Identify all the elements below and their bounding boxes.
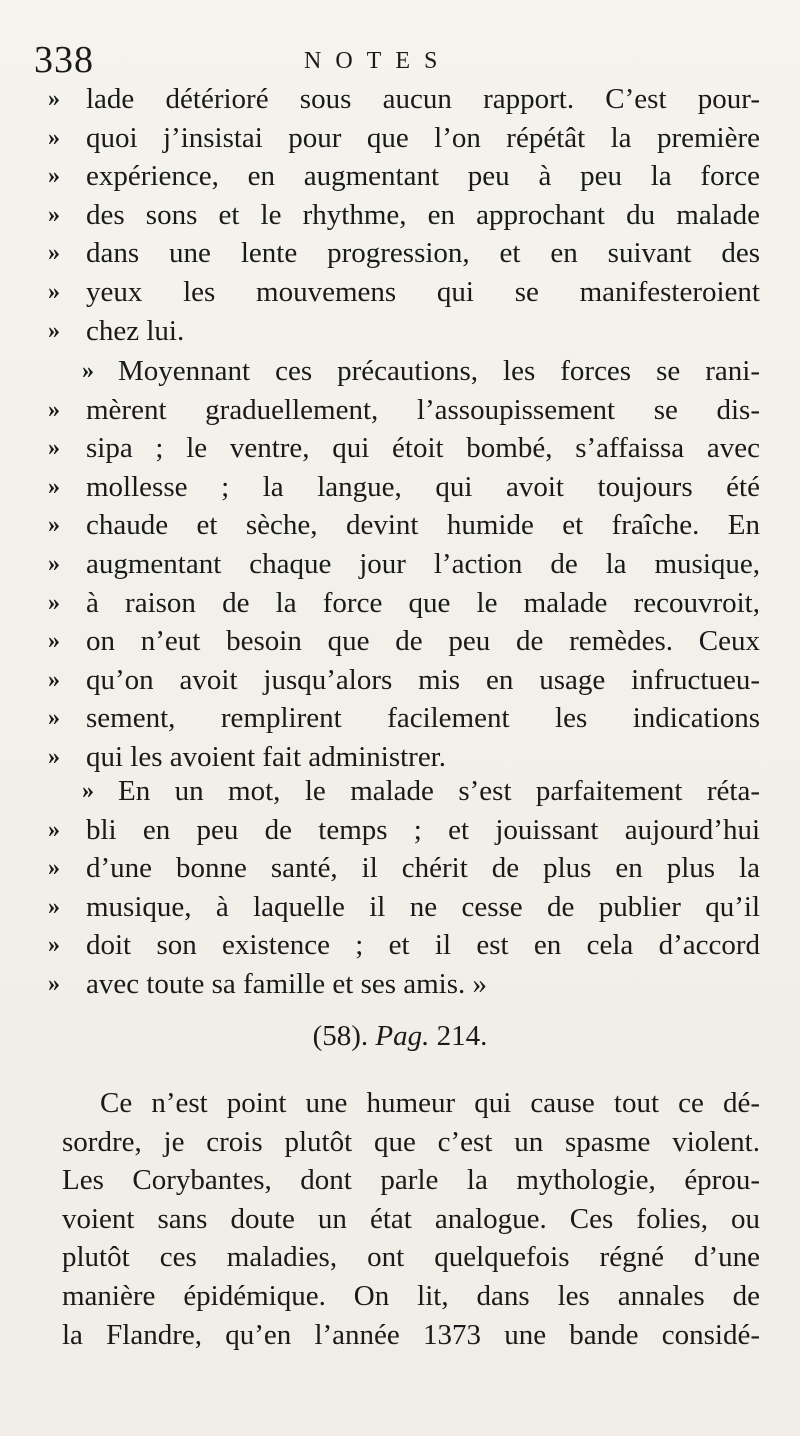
quote-mark: »	[48, 473, 60, 500]
text-line	[0, 273, 800, 311]
line-text: En un mot, le malade s’est parfaitement réta-	[118, 775, 760, 807]
text-line	[0, 468, 800, 506]
text-line	[0, 196, 800, 234]
quote-mark: »	[48, 816, 60, 843]
page-reference-label: Pag.	[375, 1020, 430, 1052]
line-text: d’une bonne santé, il chérit de plus en plus la	[86, 852, 760, 885]
text-line	[0, 312, 800, 350]
page-reference-value: 214.	[436, 1020, 488, 1052]
text-line	[0, 429, 800, 467]
text-line	[0, 234, 800, 272]
quote-mark: »	[48, 240, 60, 267]
line-text: yeux les mouvemens qui se manifesteroient	[86, 276, 760, 308]
quote-mark: »	[48, 628, 60, 655]
text-line	[0, 888, 800, 926]
page-number: 338	[34, 39, 94, 81]
line-text: Moyennant ces précautions, les forces se rani-	[118, 355, 760, 387]
line-text: avec toute sa famille et ses amis. »	[86, 968, 488, 1000]
text-line	[0, 699, 800, 737]
quote-mark: »	[48, 279, 60, 305]
quote-mark: »	[82, 778, 94, 804]
line-text: expérience, en augmentant peu à peu la force	[86, 160, 760, 193]
line-text: doit son existence ; et il est en cela d’accord	[86, 929, 760, 962]
line-text: à raison de la force que le malade recouvroit,	[86, 586, 760, 619]
text-line	[0, 119, 800, 157]
line-text: on n’eut besoin que de peu de remèdes. Ceux	[86, 625, 760, 658]
text-line	[0, 80, 800, 118]
line-text: chaude et sèche, devint humide et fraîche. En	[86, 509, 760, 542]
quote-mark: »	[48, 589, 60, 616]
text-line: manière épidémique. On lit, dans les annales de	[62, 1280, 760, 1312]
text-line	[0, 584, 800, 622]
line-text: mollesse ; la langue, qui avoit toujours été	[86, 470, 760, 503]
quote-mark: »	[48, 705, 60, 732]
text-line: la Flandre, qu’en l’année 1373 une bande considé-	[62, 1318, 760, 1351]
text-line	[0, 661, 800, 699]
text-line	[0, 622, 800, 660]
line-text: qu’on avoit jusqu’alors mis en usage infructueu-	[86, 663, 760, 696]
text-line	[0, 738, 800, 776]
quote-mark: »	[82, 358, 94, 384]
line-text: quoi j’insistai pour que l’on répétât la première	[86, 121, 760, 154]
running-head: NOTES	[304, 48, 452, 74]
line-text: bli en peu de temps ; et jouissant aujourd’hui	[86, 813, 760, 846]
quote-mark: »	[48, 396, 60, 423]
line-text: chez lui.	[86, 314, 185, 347]
text-line	[0, 811, 800, 849]
quote-mark: »	[48, 86, 60, 112]
line-text: dans une lente progression, et en suivant des	[86, 237, 760, 270]
text-line	[0, 157, 800, 195]
line-text: sement, remplirent facilement les indications	[86, 702, 760, 735]
quote-mark: »	[48, 893, 60, 920]
line-text: lade détérioré sous aucun rapport. C’est pour-	[86, 83, 760, 115]
text-line	[0, 849, 800, 887]
quote-mark: »	[48, 163, 60, 190]
text-line	[0, 545, 800, 583]
quote-mark: »	[48, 124, 60, 151]
line-text: mèrent graduellement, l’assoupissement se dis-	[86, 393, 760, 426]
line-text: des sons et le rhythme, en approchant du malade	[86, 198, 760, 231]
text-line	[0, 391, 800, 429]
page-header	[34, 38, 780, 84]
line-text: qui les avoient fait administrer.	[86, 741, 446, 773]
line-text: sipa ; le ventre, qui étoit bombé, s’affaissa avec	[86, 432, 760, 465]
quote-mark: »	[48, 435, 60, 462]
text-line	[0, 506, 800, 544]
quote-mark: »	[48, 855, 60, 882]
text-line: voient sans doute un état analogue. Ces folies, ou	[62, 1202, 760, 1235]
quote-mark: »	[48, 666, 60, 693]
quote-mark: »	[48, 512, 60, 539]
line-text: augmentant chaque jour l’action de la musique,	[86, 548, 760, 580]
text-line	[0, 965, 800, 1003]
text-line	[0, 772, 800, 810]
text-line	[0, 926, 800, 964]
text-line: sordre, je crois plutôt que c’est un spasme violent.	[62, 1125, 760, 1158]
line-text: musique, à laquelle il ne cesse de publier qu’il	[86, 890, 760, 923]
note-58-heading	[0, 1020, 800, 1053]
text-line: Ce n’est point une humeur qui cause tout ce dé-	[100, 1087, 760, 1119]
quote-mark: »	[48, 201, 60, 228]
quote-mark: »	[48, 317, 60, 344]
note-number: (58).	[312, 1020, 369, 1052]
text-line: Les Corybantes, dont parle la mythologie, éprou-	[62, 1164, 760, 1197]
quote-mark: »	[48, 971, 60, 997]
quote-mark: »	[48, 932, 60, 959]
quote-mark: »	[48, 744, 60, 770]
quote-mark: »	[48, 551, 60, 577]
text-line	[0, 352, 800, 390]
text-line: plutôt ces maladies, ont quelquefois régné d’une	[62, 1241, 760, 1274]
